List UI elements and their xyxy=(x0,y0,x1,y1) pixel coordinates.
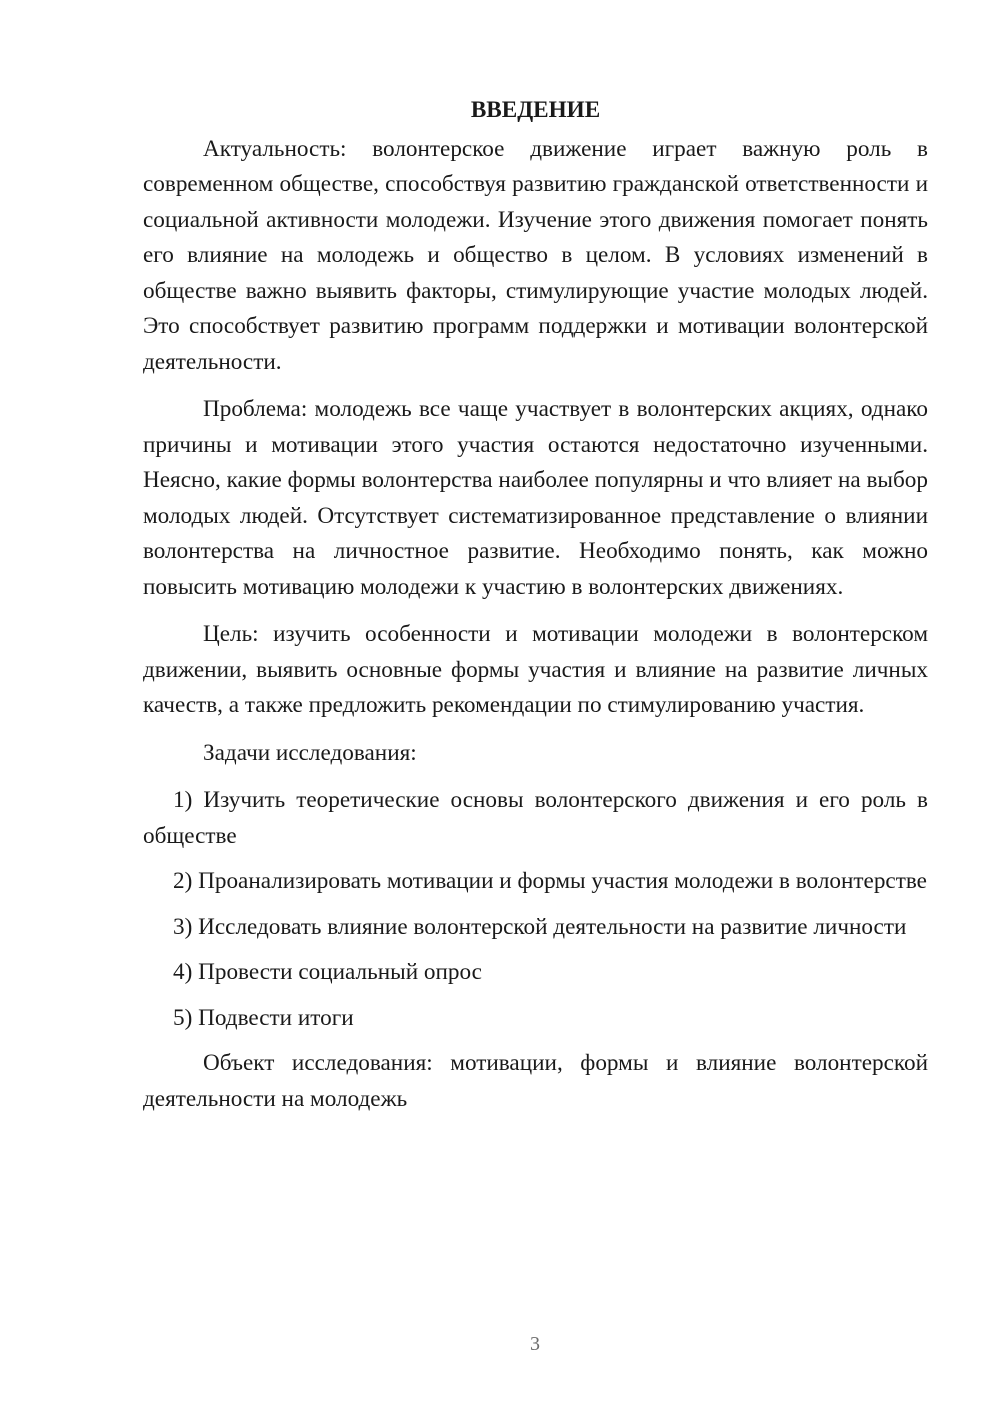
task-item: 2) Проанализировать мотивации и формы участия молодежи в волонтерстве xyxy=(173,868,927,894)
task-item: 5) Подвести итоги xyxy=(173,1004,354,1031)
goal-paragraph: Цель: изучить особенности и мотивации молодежи в волонтерском движении, выявить основные формы участия и влияние на развитие личных качеств, а также предложить рекомендации по стимулированию участия. xyxy=(143,621,928,718)
task-item: 1) Изучить теоретические основы волонтерского движения и его роль в обществе xyxy=(143,787,928,849)
problem-paragraph: Проблема: молодежь все чаще участвует в волонтерских акциях, однако причины и мотивации этого участия остаются недостаточно изученными. Неясно, какие формы волонтерства наиболее популярны и что влияет на выбор молодых людей. Отсутствует систематизированное представление о влиянии волонтерства на личностное развитие. Необходимо понять, как можно повысить мотивацию молодежи к участию в волонтерских движениях. xyxy=(143,396,928,600)
relevance-paragraph: Актуальность: волонтерское движение играет важную роль в современном обществе, способствуя развитию гражданской ответственности и социальной активности молодежи. Изучение этого движения помогает понять его влияние на молодежь и общество в целом. В условиях изменений в обществе важно выявить факторы, стимулирующие участие молодых людей. Это способствует развитию программ поддержки и мотивации волонтерской деятельности. xyxy=(143,135,928,375)
task-item: 4) Провести социальный опрос xyxy=(173,959,482,985)
tasks-list xyxy=(143,783,928,1036)
section-heading: ВВЕДЕНИЕ xyxy=(470,97,601,123)
task-item: 3) Исследовать влияние волонтерской деятельности на развитие личности xyxy=(173,913,907,940)
object-paragraph: Объект исследования: мотивации, формы и влияние волонтерской деятельности на молодежь xyxy=(143,1050,928,1112)
page-content xyxy=(143,93,928,1129)
page-number: 3 xyxy=(530,1333,540,1355)
tasks-intro: Задачи исследования: xyxy=(203,739,417,766)
